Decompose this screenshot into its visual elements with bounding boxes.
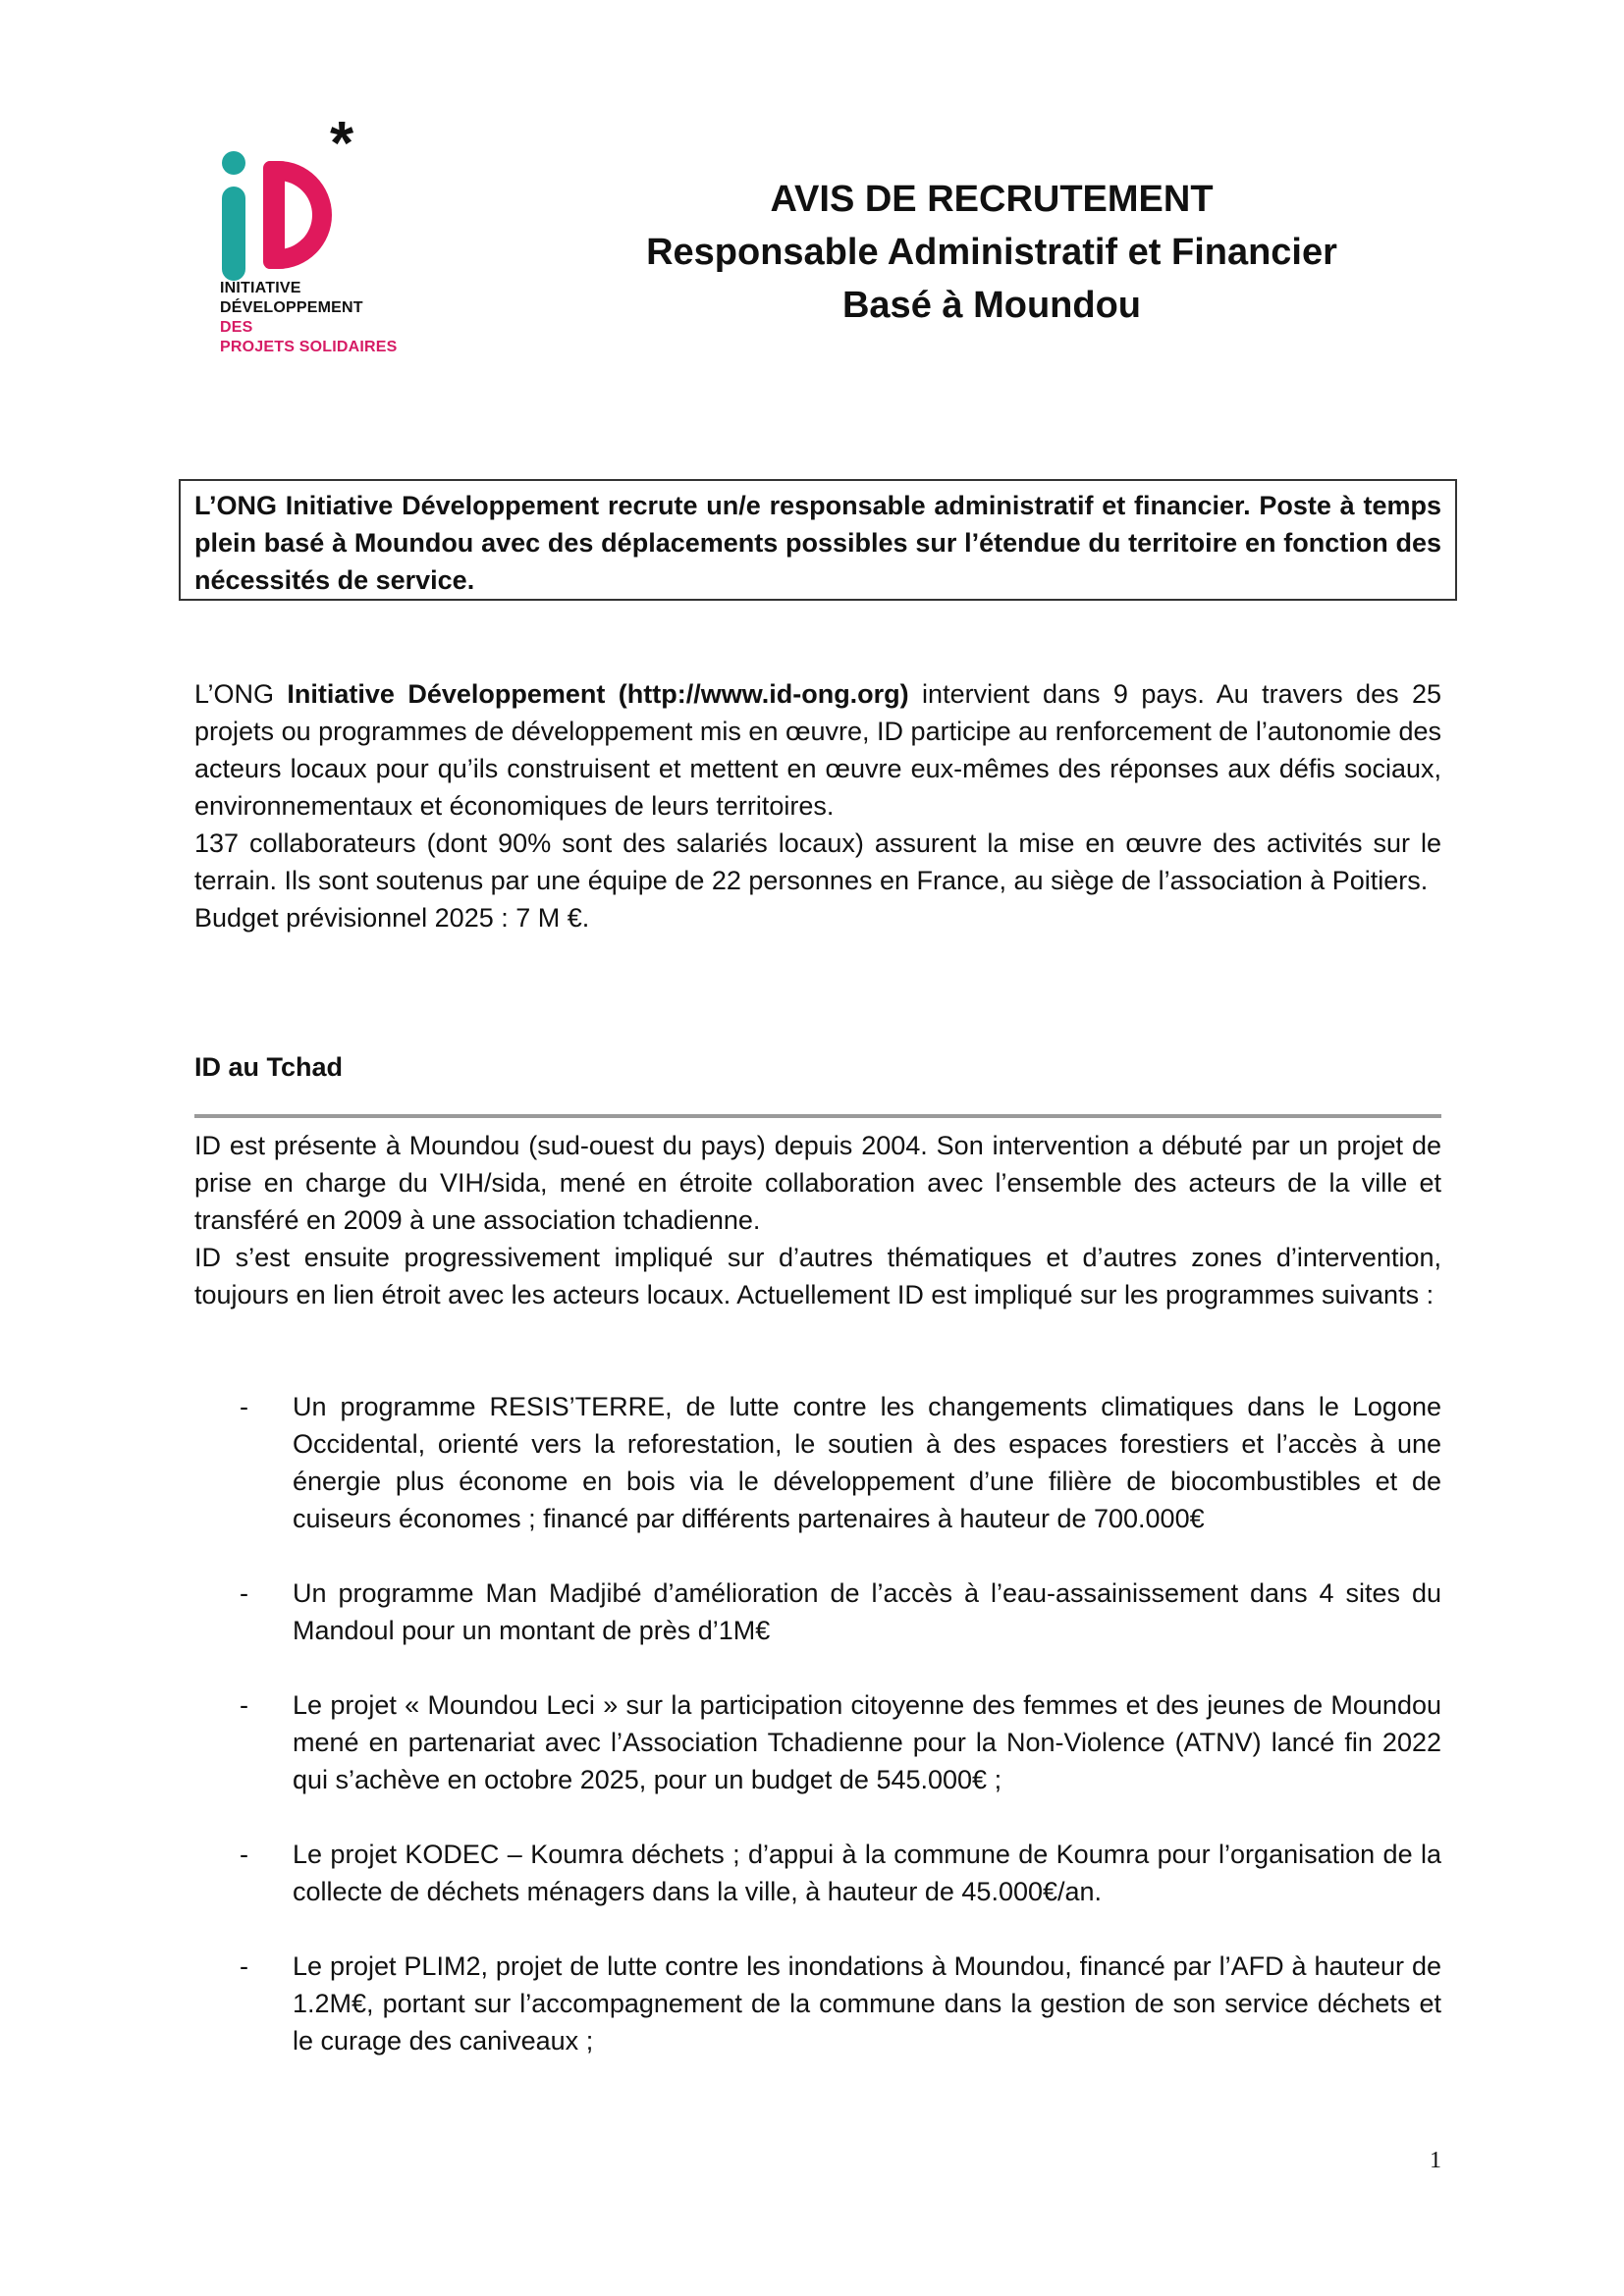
list-item (194, 1948, 1441, 2059)
logo-line-4: PROJETS SOLIDAIRES (220, 339, 398, 355)
dash-bullet-icon: - (240, 1951, 248, 1981)
list-item (194, 1575, 1441, 1649)
intro-paragraph-3: Budget prévisionnel 2025 : 7 M €. (194, 903, 590, 933)
tchad-section (194, 1127, 1441, 1313)
dash-bullet-icon: - (240, 1690, 248, 1720)
list-item-text: Un programme Man Madjibé d’amélioration de l’accès à l’eau-assainissement dans 4 sites du Mandoul pour un montant de près d’1M€ (293, 1578, 1441, 1645)
program-list (194, 1388, 1441, 2097)
intro-paragraph-2: 137 collaborateurs (dont 90% sont des salariés locaux) assurent la mise en œuvre des activités sur le terrain. Ils sont soutenus par une équipe de 22 personnes en France, au siège de l’association à Poitiers. (194, 828, 1441, 895)
logo-wordmark (220, 279, 398, 357)
recruitment-notice-box: L’ONG Initiative Développement recrute un/e responsable administratif et financier. Poste à temps plein basé à Moundou avec des déplacements possibles sur l’étendue du territoire en fonction des nécessités de service. (179, 479, 1457, 601)
document-title: AVIS DE RECRUTEMENT (770, 179, 1214, 220)
dash-bullet-icon: - (240, 1840, 248, 1869)
section-divider (194, 1114, 1441, 1118)
logo-line-3: DES (220, 319, 253, 336)
job-title: Responsable Administratif et Financier (646, 232, 1337, 273)
dash-bullet-icon: - (240, 1392, 248, 1421)
logo-i-dot-icon (222, 151, 245, 175)
list-item (194, 1388, 1441, 1537)
id-logo-mark (214, 110, 420, 271)
logo-i-stem-icon (222, 187, 245, 281)
logo-line-2: DÉVELOPPEMENT (220, 299, 363, 316)
document-title-block (550, 173, 1434, 332)
list-item-text: Le projet KODEC – Koumra déchets ; d’appui à la commune de Koumra pour l’organisation de la collecte de déchets ménagers dans la ville, à hauteur de 45.000€/an. (293, 1840, 1441, 1906)
list-item (194, 1686, 1441, 1798)
page-number: 1 (1430, 2148, 1441, 2173)
list-item-text: Un programme RESIS’TERRE, de lutte contre les changements climatiques dans le Logone Occidental, orienté vers la reforestation, le soutien à des espaces forestiers et l’accès à une énergie plus économe en bois via le développement d’une filière de biocombustibles et de cuiseurs économes ; financé par différents partenaires à hauteur de 700.000€ (293, 1392, 1441, 1533)
intro-section (194, 675, 1441, 936)
asterisk-icon: * (330, 110, 354, 178)
id-logo (214, 110, 420, 359)
section-heading-tchad: ID au Tchad (194, 1052, 344, 1082)
dash-bullet-icon: - (240, 1578, 248, 1608)
intro-paragraph-1: L’ONG Initiative Développement (http://www.id-ong.org) intervient dans 9 pays. Au travers des 25 projets ou programmes de développement mis en œuvre, ID participe au renforcement de l’autonomie des acteurs locaux pour qu’ils construisent et mettent en œuvre eux-mêmes des réponses aux défis sociaux, environnementaux et économiques de leurs territoires. (194, 679, 1441, 821)
tchad-paragraph-2: ID s’est ensuite progressivement impliqué sur d’autres thématiques et d’autres zones d’intervention, toujours en lien étroit avec les acteurs locaux. Actuellement ID est impliqué sur les programmes suivants : (194, 1243, 1441, 1309)
job-location: Basé à Moundou (841, 285, 1142, 326)
logo-d-icon (263, 161, 332, 269)
list-item (194, 1836, 1441, 1910)
logo-line-1: INITIATIVE (220, 280, 301, 296)
list-item-text: Le projet PLIM2, projet de lutte contre les inondations à Moundou, financé par l’AFD à hauteur de 1.2M€, portant sur l’accompagnement de la commune dans la gestion de son service déchets et le curage des caniveaux ; (293, 1951, 1441, 2056)
tchad-paragraph-1: ID est présente à Moundou (sud-ouest du pays) depuis 2004. Son intervention a débuté par un projet de prise en charge du VIH/sida, mené en étroite collaboration avec l’ensemble des acteurs de la ville et transféré en 2009 à une association tchadienne. (194, 1131, 1441, 1235)
list-item-text: Le projet « Moundou Leci » sur la participation citoyenne des femmes et des jeunes de Moundou mené en partenariat avec l’Association Tchadienne pour la Non-Violence (ATNV) lancé fin 2022 qui s’achève en octobre 2025, pour un budget de 545.000€ ; (293, 1690, 1441, 1794)
org-name-link: Initiative Développement (http://www.id-ong.org) (287, 679, 909, 709)
